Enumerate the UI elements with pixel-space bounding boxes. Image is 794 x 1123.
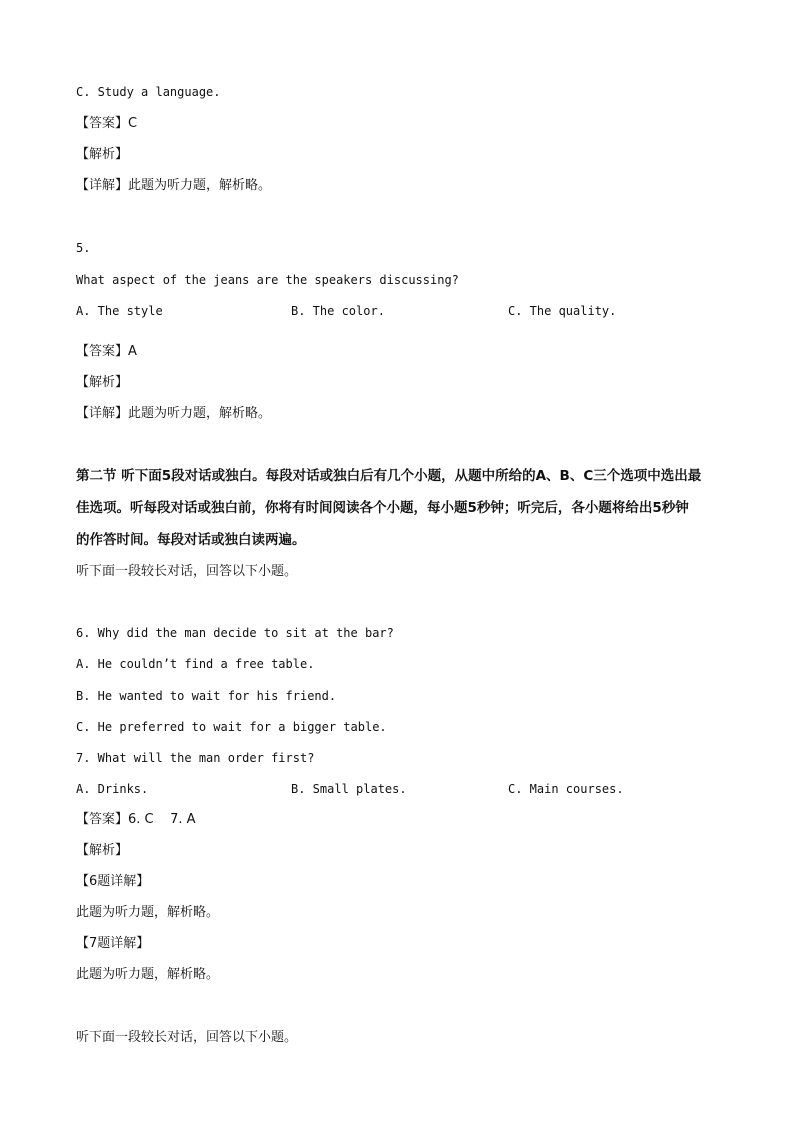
q6-7-analysis-label: 【解析】 [76, 843, 129, 858]
q5-question: What aspect of the jeans are the speakers discussing? [76, 273, 459, 287]
q5-number: 5. [76, 241, 91, 255]
q5-option-a: A. The style [76, 304, 163, 318]
q5-analysis-label: 【解析】 [76, 375, 129, 390]
q6-7-answer: 【答案】6. C 7. A [76, 812, 196, 827]
section2-instruction-line3: 的作答时间。每段对话或独白读两遍。 [76, 532, 306, 548]
q5-option-b: B. The color. [291, 304, 385, 318]
q4-answer: 【答案】C [76, 116, 138, 131]
q4-option-c: C. Study a language. [76, 85, 221, 99]
q5-option-c: C. The quality. [508, 304, 617, 318]
q5-answer: 【答案】A [76, 344, 137, 359]
q6-detail-label: 【6题详解】 [76, 874, 150, 889]
q7-option-b: B. Small plates. [291, 782, 407, 796]
q6-option-b: B. He wanted to wait for his friend. [76, 689, 337, 703]
q7-option-c: C. Main courses. [508, 782, 624, 796]
q6-detail-text: 此题为听力题，解析略。 [76, 905, 220, 920]
q6-option-c: C. He preferred to wait for a bigger table. [76, 720, 387, 734]
section2-instruction-line1: 第二节 听下面5段对话或独白。每段对话或独白后有几个小题，从题中所给的A、B、C三个选项中选出最 [76, 468, 702, 484]
q6-question: 6. Why did the man decide to sit at the bar? [76, 626, 394, 640]
q7-question: 7. What will the man order first? [76, 751, 315, 765]
q4-detail: 【详解】此题为听力题，解析略。 [76, 178, 272, 193]
q5-detail: 【详解】此题为听力题，解析略。 [76, 406, 272, 421]
q4-analysis-label: 【解析】 [76, 147, 129, 162]
q7-detail-text: 此题为听力题，解析略。 [76, 967, 220, 982]
section2-intro: 听下面一段较长对话，回答以下小题。 [76, 564, 298, 579]
q7-option-a: A. Drinks. [76, 782, 149, 796]
q7-detail-label: 【7题详解】 [76, 936, 150, 951]
q6-option-a: A. He couldn’t find a free table. [76, 657, 315, 671]
next-dialogue-intro: 听下面一段较长对话，回答以下小题。 [76, 1030, 298, 1045]
section2-instruction-line2: 佳选项。听每段对话或独白前，你将有时间阅读各个小题，每小题5秒钟；听完后，各小题将给出5秒钟 [76, 500, 689, 516]
